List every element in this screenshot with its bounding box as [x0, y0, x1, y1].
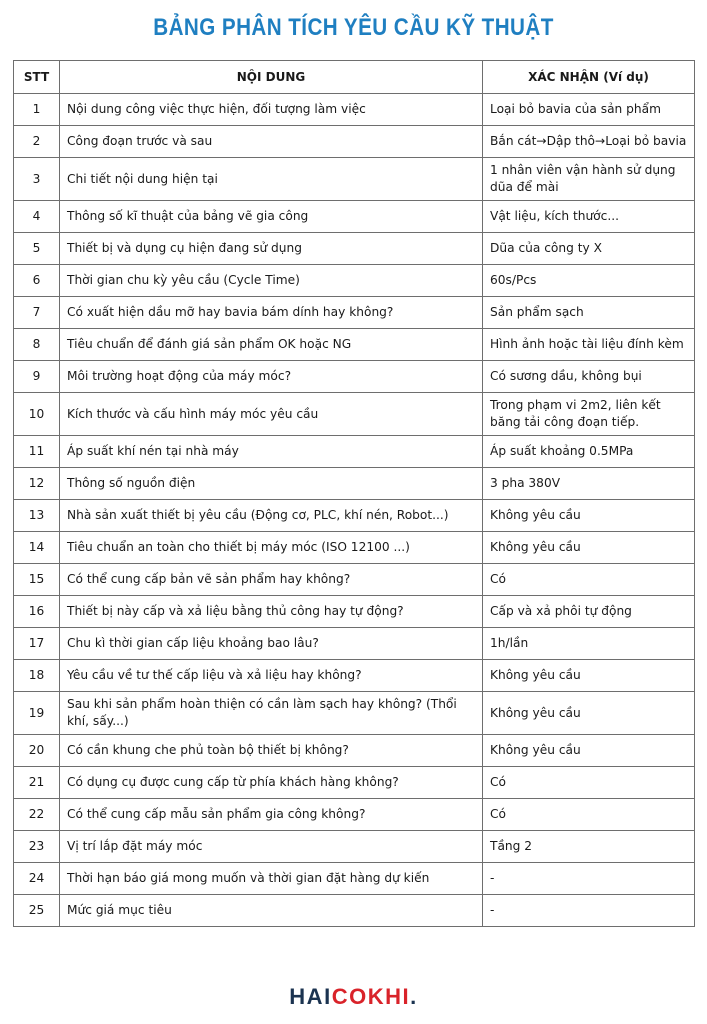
row-content: Thiết bị và dụng cụ hiện đang sử dụng [60, 233, 483, 265]
table-row [14, 201, 695, 233]
table-row [14, 297, 695, 329]
table-row [14, 895, 695, 927]
row-confirmation: Trong phạm vi 2m2, liên kết băng tải công đoạn tiếp. [483, 393, 695, 436]
table-row [14, 831, 695, 863]
table-row [14, 233, 695, 265]
brand-logo [0, 984, 707, 1010]
row-number: 5 [14, 233, 60, 265]
row-number: 24 [14, 863, 60, 895]
logo-part-cokhi: COKHI [331, 984, 411, 1009]
row-content: Tiêu chuẩn an toàn cho thiết bị máy móc (ISO 12100 ...) [60, 532, 483, 564]
row-confirmation: - [483, 863, 695, 895]
table-row [14, 158, 695, 201]
table-row [14, 532, 695, 564]
row-content: Kích thước và cấu hình máy móc yêu cầu [60, 393, 483, 436]
row-confirmation: Bắn cát→Dập thô→Loại bỏ bavia [483, 126, 695, 158]
header-confirm: XÁC NHẬN (Ví dụ) [483, 61, 695, 94]
table-row [14, 692, 695, 735]
row-confirmation: Hình ảnh hoặc tài liệu đính kèm [483, 329, 695, 361]
row-number: 20 [14, 735, 60, 767]
row-number: 22 [14, 799, 60, 831]
table-row [14, 735, 695, 767]
table-body [14, 94, 695, 927]
row-number: 10 [14, 393, 60, 436]
row-number: 19 [14, 692, 60, 735]
logo-dot: . [410, 984, 418, 1009]
row-number: 6 [14, 265, 60, 297]
table-row [14, 393, 695, 436]
table-row [14, 329, 695, 361]
row-confirmation: Không yêu cầu [483, 692, 695, 735]
table-row [14, 500, 695, 532]
table-row [14, 660, 695, 692]
row-confirmation: 1h/lần [483, 628, 695, 660]
row-confirmation: Áp suất khoảng 0.5MPa [483, 436, 695, 468]
row-content: Thời hạn báo giá mong muốn và thời gian đặt hàng dự kiến [60, 863, 483, 895]
row-content: Thông số kĩ thuật của bảng vẽ gia công [60, 201, 483, 233]
table-header-row [14, 61, 695, 94]
row-content: Có dụng cụ được cung cấp từ phía khách hàng không? [60, 767, 483, 799]
row-confirmation: Có [483, 767, 695, 799]
row-number: 3 [14, 158, 60, 201]
row-confirmation: Không yêu cầu [483, 660, 695, 692]
row-content: Yêu cầu về tư thế cấp liệu và xả liệu hay không? [60, 660, 483, 692]
row-content: Nội dung công việc thực hiện, đối tượng làm việc [60, 94, 483, 126]
row-content: Tiêu chuẩn để đánh giá sản phẩm OK hoặc NG [60, 329, 483, 361]
row-number: 4 [14, 201, 60, 233]
table-row [14, 863, 695, 895]
row-confirmation: Có [483, 799, 695, 831]
row-confirmation: Có sương dầu, không bụi [483, 361, 695, 393]
row-number: 9 [14, 361, 60, 393]
table-row [14, 361, 695, 393]
row-content: Mức giá mục tiêu [60, 895, 483, 927]
row-content: Thời gian chu kỳ yêu cầu (Cycle Time) [60, 265, 483, 297]
row-content: Công đoạn trước và sau [60, 126, 483, 158]
row-content: Chi tiết nội dung hiện tại [60, 158, 483, 201]
row-number: 7 [14, 297, 60, 329]
table-row [14, 436, 695, 468]
row-number: 17 [14, 628, 60, 660]
row-confirmation: 3 pha 380V [483, 468, 695, 500]
table-row [14, 628, 695, 660]
row-content: Nhà sản xuất thiết bị yêu cầu (Động cơ, PLC, khí nén, Robot...) [60, 500, 483, 532]
row-content: Có xuất hiện dầu mỡ hay bavia bám dính hay không? [60, 297, 483, 329]
row-confirmation: Không yêu cầu [483, 500, 695, 532]
row-confirmation: Sản phẩm sạch [483, 297, 695, 329]
row-content: Có thể cung cấp bản vẽ sản phẩm hay không? [60, 564, 483, 596]
row-number: 23 [14, 831, 60, 863]
row-content: Có thể cung cấp mẫu sản phẩm gia công không? [60, 799, 483, 831]
row-confirmation: 60s/Pcs [483, 265, 695, 297]
row-confirmation: Không yêu cầu [483, 735, 695, 767]
row-confirmation: Có [483, 564, 695, 596]
row-content: Thiết bị này cấp và xả liệu bằng thủ công hay tự động? [60, 596, 483, 628]
header-stt: STT [14, 61, 60, 94]
row-number: 18 [14, 660, 60, 692]
table-row [14, 468, 695, 500]
row-confirmation: - [483, 895, 695, 927]
row-confirmation: Tầng 2 [483, 831, 695, 863]
logo-part-hai: HAI [289, 984, 332, 1009]
row-number: 8 [14, 329, 60, 361]
table-row [14, 126, 695, 158]
row-content: Thông số nguồn điện [60, 468, 483, 500]
row-confirmation: 1 nhân viên vận hành sử dụng dũa để mài [483, 158, 695, 201]
table-row [14, 265, 695, 297]
page-title: BẢNG PHÂN TÍCH YÊU CẦU KỸ THUẬT [153, 14, 554, 41]
row-number: 2 [14, 126, 60, 158]
table-row [14, 799, 695, 831]
row-content: Có cần khung che phủ toàn bộ thiết bị không? [60, 735, 483, 767]
row-number: 15 [14, 564, 60, 596]
row-number: 12 [14, 468, 60, 500]
table-row [14, 564, 695, 596]
row-confirmation: Không yêu cầu [483, 532, 695, 564]
header-content: NỘI DUNG [60, 61, 483, 94]
row-content: Sau khi sản phẩm hoàn thiện có cần làm sạch hay không? (Thổi khí, sấy...) [60, 692, 483, 735]
row-confirmation: Loại bỏ bavia của sản phẩm [483, 94, 695, 126]
table-row [14, 94, 695, 126]
row-confirmation: Vật liệu, kích thước... [483, 201, 695, 233]
row-content: Vị trí lắp đặt máy móc [60, 831, 483, 863]
row-content: Chu kì thời gian cấp liệu khoảng bao lâu? [60, 628, 483, 660]
requirements-table [13, 60, 695, 927]
row-confirmation: Dũa của công ty X [483, 233, 695, 265]
row-number: 25 [14, 895, 60, 927]
row-confirmation: Cấp và xả phôi tự động [483, 596, 695, 628]
row-number: 16 [14, 596, 60, 628]
row-number: 1 [14, 94, 60, 126]
row-number: 13 [14, 500, 60, 532]
row-content: Môi trường hoạt động của máy móc? [60, 361, 483, 393]
row-number: 21 [14, 767, 60, 799]
row-content: Áp suất khí nén tại nhà máy [60, 436, 483, 468]
table-row [14, 767, 695, 799]
table-row [14, 596, 695, 628]
row-number: 11 [14, 436, 60, 468]
row-number: 14 [14, 532, 60, 564]
